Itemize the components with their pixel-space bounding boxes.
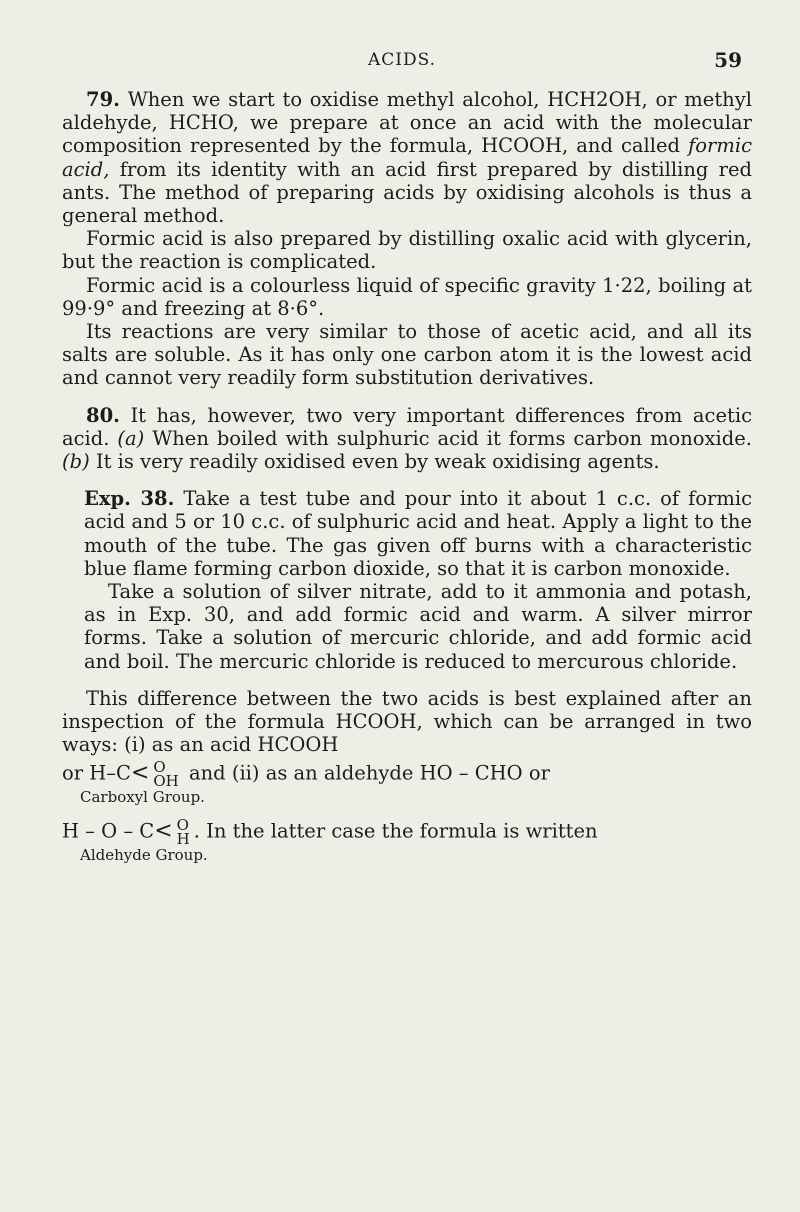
paragraph-79-text: When we start to oxidise methyl alcohol, HCH2OH, or methyl aldehyde, HCHO, we prepare at once an acid with the molecular composition represented by the formula, HCOOH, and called [62, 88, 752, 158]
paragraph-80 [62, 404, 752, 474]
item-a-label: (a) [117, 426, 145, 450]
section-number-79: 79. [86, 88, 120, 111]
formula-aldehyde-line [62, 816, 752, 849]
section-number-80: 80. [86, 403, 120, 427]
experiment-38-label: Exp. 38. [84, 487, 175, 511]
formula-1-carbon: C [116, 761, 131, 785]
formula-2-after: . In the latter case the formula is written [193, 819, 598, 843]
double-bond-sign-2: < [154, 818, 173, 844]
formula-1-branches [153, 758, 179, 791]
aldehyde-group-label: Aldehyde Group. [80, 846, 208, 865]
experiment-38-paragraph [84, 487, 752, 580]
formula-1-after: and (ii) as an aldehyde HO – CHO or [188, 761, 550, 785]
experiment-38-text: Take a test tube and pour into it about 1 c.c. of formic acid and 5 or 10 c.c. of sulphuric acid and heat. Apply a light to the mouth of the tube. The gas given off burns with a characteristic blue flame forming carbon dioxide, so that it is carbon monoxide. [84, 487, 752, 580]
paragraph-80-text: It has, however, two very important differences from acetic acid. [62, 403, 753, 450]
paragraph-79 [62, 88, 752, 227]
item-b-text: It is very readily oxidised even by weak oxidising agents. [95, 450, 660, 474]
running-head: ACIDS. [368, 50, 437, 70]
formula-2-prefix: H – O – [62, 819, 134, 843]
page-header [0, 50, 800, 74]
paragraph-79-text-after: from its identity with an acid first prepared by distilling red ants. The method of preparing acids by oxidising alcohols is thus a general method. [62, 157, 753, 228]
page-body [62, 88, 752, 864]
formula-1-bottom: OH [153, 772, 179, 791]
formula-1-prefix: or H [62, 761, 107, 785]
formula-2-carbon: C [139, 819, 155, 843]
page-number: 59 [714, 48, 742, 72]
formula-1-top: O [153, 758, 166, 777]
carboxyl-group-label: Carboxyl Group. [80, 788, 205, 807]
bond-dash-1: – [106, 761, 117, 785]
experiment-38-paragraph-2: Take a solution of silver nitrate, add to it ammonia and potash, as in Exp. 30, and add formic acid and warm. A silver mirror forms. Take a solution of mercuric chloride, and add formic acid and boil. The mercuric chloride is reduced to mercurous chloride. [84, 580, 752, 673]
paragraph-reactions: Its reactions are very similar to those of acetic acid, and all its salts are soluble. As it has only one carbon atom it is the lowest acid and cannot very readily form substitution derivatives. [62, 320, 752, 390]
double-bond-sign-1: < [130, 760, 150, 786]
paragraph-glycerin: Formic acid is also prepared by distilling oxalic acid with glycerin, but the reaction is complicated. [62, 227, 752, 274]
term-formic-acid: formic acid, [62, 134, 753, 181]
formula-2-branches [176, 816, 190, 849]
formula-2-top: O [176, 816, 189, 835]
formula-carboxyl-line [62, 758, 752, 791]
paragraph-properties: Formic acid is a colourless liquid of specific gravity 1·22, boiling at 99·9° and freezing at 8·6°. [62, 273, 752, 320]
experiment-38 [62, 487, 752, 673]
item-a-text: When boiled with sulphuric acid it forms carbon monoxide. [152, 426, 752, 450]
item-b-label: (b) [62, 450, 90, 474]
formula-2-bottom: H [176, 830, 190, 849]
paragraph-difference: This difference between the two acids is best explained after an inspection of the formula HCOOH, which can be arranged in two ways: (i) as an acid HCOOH [62, 686, 752, 757]
